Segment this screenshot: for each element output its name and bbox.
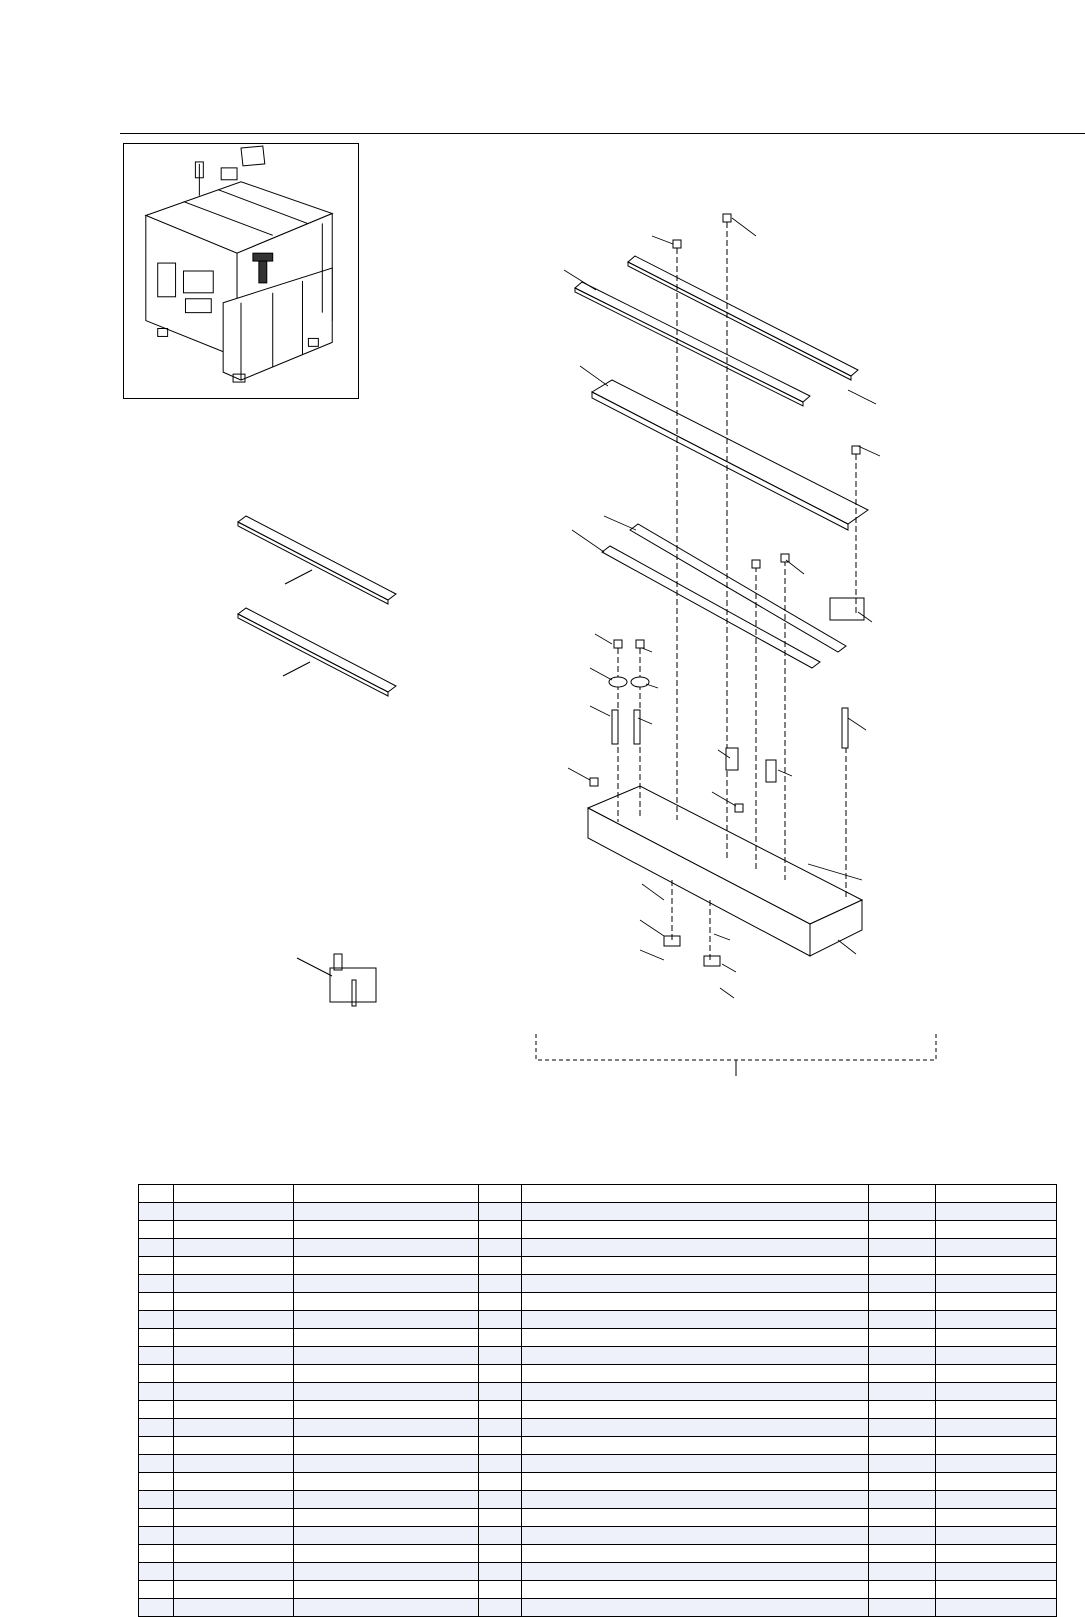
table-row: [139, 1437, 1057, 1455]
table-row: [139, 1563, 1057, 1581]
table-cell: [869, 1473, 936, 1491]
table-cell: [936, 1311, 1057, 1329]
table-row: [139, 1419, 1057, 1437]
table-cell: [936, 1419, 1057, 1437]
table-cell: [139, 1365, 174, 1383]
table-row: [139, 1257, 1057, 1275]
table-cell: [294, 1599, 479, 1617]
table-cell: [936, 1221, 1057, 1239]
table-cell: [869, 1401, 936, 1419]
parts-table-body: [139, 1203, 1057, 1617]
table-cell: [139, 1257, 174, 1275]
table-cell: [936, 1203, 1057, 1221]
table-cell: [174, 1455, 294, 1473]
table-row: [139, 1293, 1057, 1311]
table-cell: [479, 1239, 522, 1257]
table-cell: [936, 1473, 1057, 1491]
table-cell: [522, 1311, 869, 1329]
table-cell: [522, 1329, 869, 1347]
table-cell: [869, 1509, 936, 1527]
table-cell: [294, 1455, 479, 1473]
table-cell: [139, 1221, 174, 1239]
table-cell: [869, 1311, 936, 1329]
table-cell: [522, 1491, 869, 1509]
table-cell: [479, 1329, 522, 1347]
table-cell: [174, 1437, 294, 1455]
table-cell: [936, 1491, 1057, 1509]
table-cell: [139, 1473, 174, 1491]
column-header: [479, 1185, 522, 1203]
table-cell: [479, 1437, 522, 1455]
table-cell: [522, 1347, 869, 1365]
column-header: [936, 1185, 1057, 1203]
table-cell: [522, 1221, 869, 1239]
table-cell: [936, 1509, 1057, 1527]
table-cell: [522, 1437, 869, 1455]
table-cell: [522, 1239, 869, 1257]
table-cell: [936, 1437, 1057, 1455]
table-cell: [174, 1527, 294, 1545]
table-cell: [522, 1293, 869, 1311]
table-row: [139, 1509, 1057, 1527]
table-row: [139, 1491, 1057, 1509]
column-header: [869, 1185, 936, 1203]
table-cell: [869, 1581, 936, 1599]
table-cell: [294, 1419, 479, 1437]
table-row: [139, 1473, 1057, 1491]
table-cell: [294, 1509, 479, 1527]
table-cell: [936, 1275, 1057, 1293]
table-cell: [522, 1599, 869, 1617]
table-cell: [294, 1221, 479, 1239]
table-cell: [522, 1401, 869, 1419]
table-cell: [479, 1347, 522, 1365]
table-cell: [139, 1527, 174, 1545]
table-cell: [479, 1473, 522, 1491]
table-cell: [936, 1455, 1057, 1473]
table-cell: [522, 1545, 869, 1563]
table-cell: [869, 1419, 936, 1437]
table-cell: [294, 1581, 479, 1599]
table-cell: [174, 1383, 294, 1401]
table-cell: [522, 1509, 869, 1527]
table-cell: [139, 1203, 174, 1221]
table-cell: [869, 1599, 936, 1617]
table-cell: [522, 1563, 869, 1581]
table-cell: [139, 1419, 174, 1437]
table-cell: [174, 1491, 294, 1509]
table-cell: [869, 1329, 936, 1347]
table-row: [139, 1275, 1057, 1293]
table-row: [139, 1347, 1057, 1365]
table-cell: [479, 1599, 522, 1617]
table-row: [139, 1203, 1057, 1221]
column-header: [139, 1185, 174, 1203]
table-cell: [936, 1347, 1057, 1365]
table-cell: [869, 1257, 936, 1275]
table-cell: [174, 1419, 294, 1437]
table-cell: [936, 1329, 1057, 1347]
table-cell: [174, 1293, 294, 1311]
table-cell: [294, 1329, 479, 1347]
table-cell: [479, 1563, 522, 1581]
table-cell: [936, 1563, 1057, 1581]
table-cell: [522, 1455, 869, 1473]
table-cell: [522, 1473, 869, 1491]
table-cell: [479, 1509, 522, 1527]
table-cell: [294, 1401, 479, 1419]
small-bracket: [297, 954, 376, 1006]
table-cell: [174, 1509, 294, 1527]
table-cell: [139, 1437, 174, 1455]
table-cell: [479, 1419, 522, 1437]
table-cell: [869, 1545, 936, 1563]
table-row: [139, 1545, 1057, 1563]
table-cell: [936, 1257, 1057, 1275]
table-cell: [174, 1401, 294, 1419]
table-cell: [139, 1545, 174, 1563]
table-cell: [522, 1527, 869, 1545]
table-cell: [174, 1239, 294, 1257]
table-cell: [294, 1239, 479, 1257]
table-cell: [139, 1311, 174, 1329]
table-cell: [936, 1293, 1057, 1311]
table-cell: [139, 1329, 174, 1347]
table-cell: [936, 1581, 1057, 1599]
table-row: [139, 1311, 1057, 1329]
table-cell: [869, 1275, 936, 1293]
table-cell: [294, 1491, 479, 1509]
table-cell: [522, 1383, 869, 1401]
table-cell: [174, 1347, 294, 1365]
table-cell: [869, 1203, 936, 1221]
table-cell: [936, 1599, 1057, 1617]
table-cell: [869, 1365, 936, 1383]
table-cell: [936, 1383, 1057, 1401]
column-header: [522, 1185, 869, 1203]
table-cell: [174, 1311, 294, 1329]
table-cell: [479, 1275, 522, 1293]
column-header: [174, 1185, 294, 1203]
table-cell: [294, 1347, 479, 1365]
table-cell: [479, 1491, 522, 1509]
hole-plate-upper: [238, 516, 396, 604]
table-cell: [869, 1239, 936, 1257]
table-row: [139, 1455, 1057, 1473]
table-cell: [479, 1293, 522, 1311]
base-block: [588, 786, 862, 956]
table-cell: [479, 1257, 522, 1275]
table-cell: [139, 1599, 174, 1617]
table-cell: [174, 1275, 294, 1293]
table-cell: [174, 1329, 294, 1347]
table-cell: [479, 1311, 522, 1329]
table-cell: [139, 1491, 174, 1509]
table-cell: [479, 1527, 522, 1545]
table-cell: [139, 1293, 174, 1311]
table-cell: [936, 1239, 1057, 1257]
table-cell: [294, 1293, 479, 1311]
table-cell: [294, 1257, 479, 1275]
table-cell: [869, 1293, 936, 1311]
table-cell: [174, 1545, 294, 1563]
column-header: [294, 1185, 479, 1203]
table-cell: [479, 1401, 522, 1419]
table-cell: [294, 1365, 479, 1383]
table-cell: [294, 1563, 479, 1581]
table-cell: [174, 1257, 294, 1275]
table-cell: [479, 1383, 522, 1401]
table-cell: [294, 1203, 479, 1221]
table-cell: [869, 1563, 936, 1581]
table-cell: [174, 1365, 294, 1383]
table-row: [139, 1401, 1057, 1419]
table-cell: [479, 1581, 522, 1599]
table-cell: [522, 1257, 869, 1275]
table-cell: [174, 1599, 294, 1617]
table-header-row: [139, 1185, 1057, 1203]
table-cell: [522, 1581, 869, 1599]
table-cell: [294, 1437, 479, 1455]
table-row: [139, 1599, 1057, 1617]
table-cell: [139, 1563, 174, 1581]
hole-plate-lower: [238, 608, 396, 696]
parts-list-table: [138, 1184, 1057, 1617]
table-cell: [139, 1581, 174, 1599]
table-cell: [522, 1419, 869, 1437]
table-cell: [139, 1383, 174, 1401]
table-cell: [139, 1347, 174, 1365]
table-row: [139, 1239, 1057, 1257]
table-cell: [479, 1365, 522, 1383]
table-cell: [479, 1455, 522, 1473]
table-cell: [139, 1401, 174, 1419]
table-cell: [869, 1383, 936, 1401]
table-cell: [522, 1275, 869, 1293]
table-row: [139, 1221, 1057, 1239]
table-cell: [869, 1437, 936, 1455]
table-cell: [869, 1221, 936, 1239]
table-cell: [479, 1545, 522, 1563]
table-cell: [294, 1311, 479, 1329]
table-cell: [174, 1581, 294, 1599]
table-cell: [522, 1203, 869, 1221]
table-cell: [139, 1509, 174, 1527]
table-cell: [936, 1545, 1057, 1563]
table-cell: [479, 1221, 522, 1239]
table-row: [139, 1581, 1057, 1599]
table-cell: [294, 1383, 479, 1401]
table-row: [139, 1383, 1057, 1401]
table-cell: [294, 1473, 479, 1491]
table-cell: [139, 1455, 174, 1473]
table-cell: [174, 1203, 294, 1221]
table-cell: [174, 1563, 294, 1581]
table-cell: [139, 1275, 174, 1293]
table-cell: [294, 1545, 479, 1563]
table-row: [139, 1329, 1057, 1347]
table-cell: [869, 1491, 936, 1509]
table-cell: [936, 1365, 1057, 1383]
table-cell: [139, 1239, 174, 1257]
table-cell: [174, 1473, 294, 1491]
table-cell: [936, 1401, 1057, 1419]
table-cell: [479, 1203, 522, 1221]
table-cell: [522, 1365, 869, 1383]
table-cell: [936, 1527, 1057, 1545]
table-cell: [869, 1527, 936, 1545]
table-cell: [294, 1527, 479, 1545]
table-cell: [869, 1455, 936, 1473]
table-row: [139, 1527, 1057, 1545]
table-cell: [869, 1347, 936, 1365]
table-cell: [174, 1221, 294, 1239]
table-cell: [294, 1275, 479, 1293]
table-row: [139, 1365, 1057, 1383]
